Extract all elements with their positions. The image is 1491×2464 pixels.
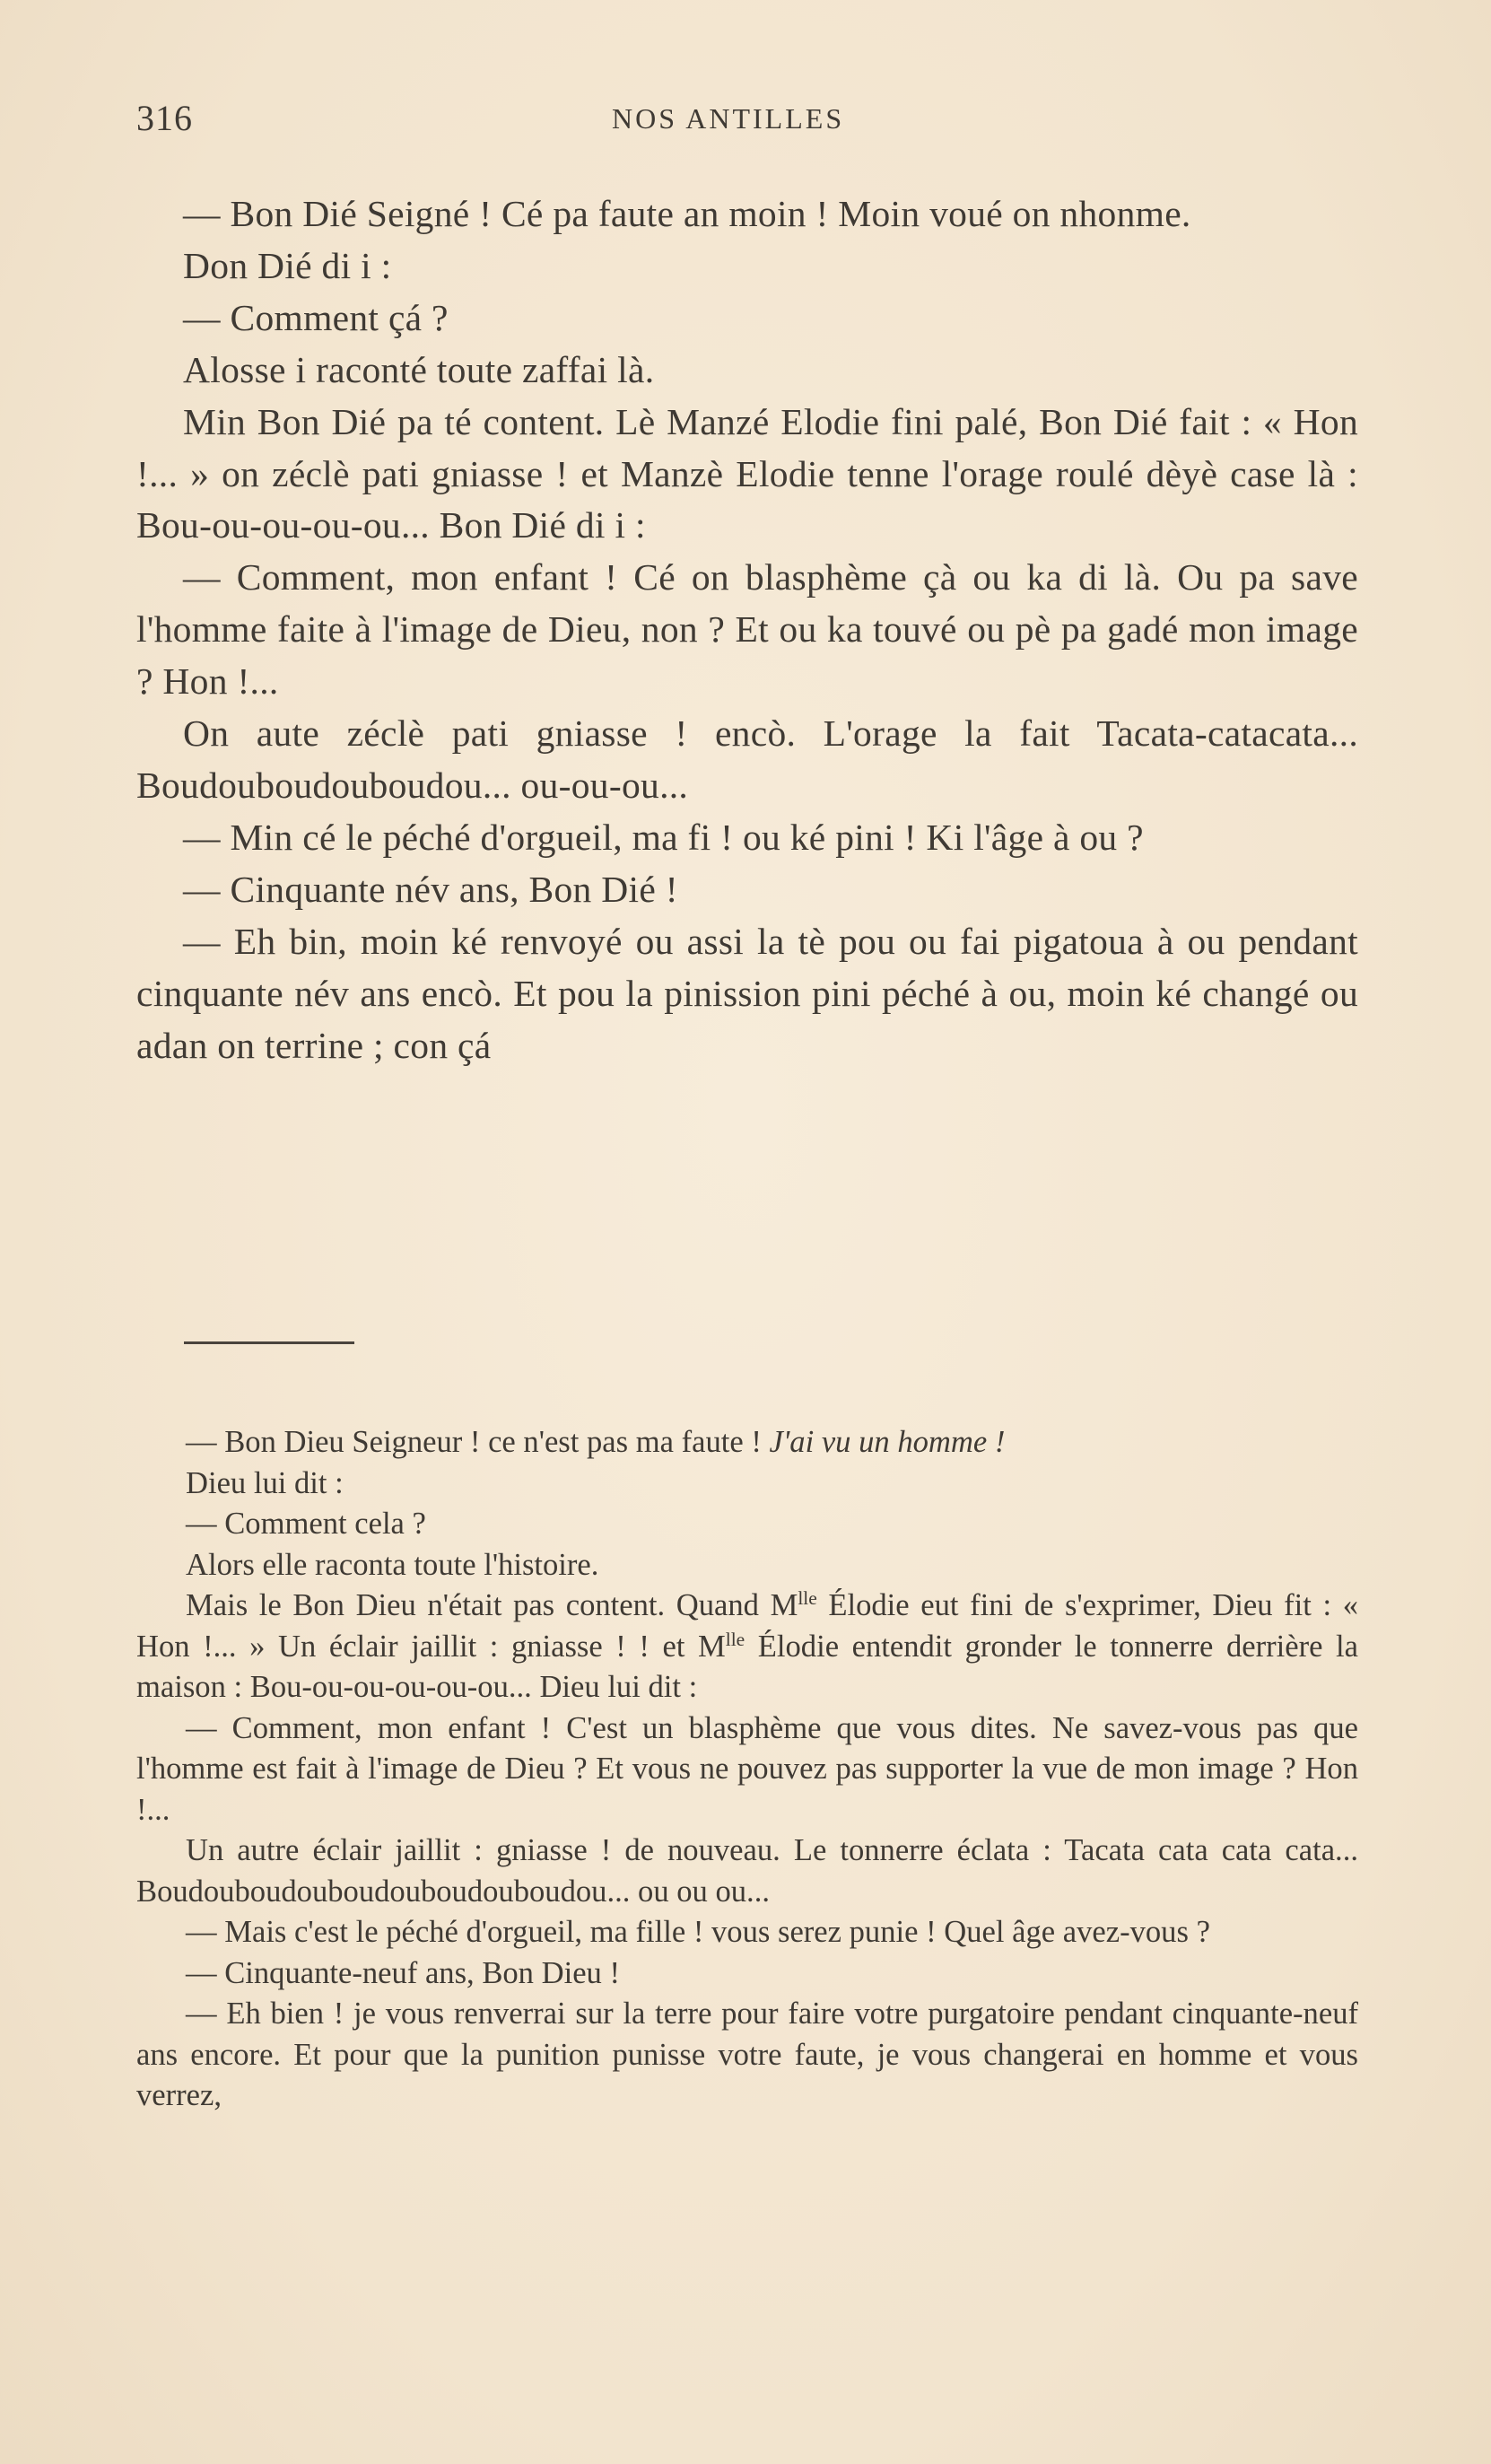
superscript-abbreviation: lle <box>725 1628 746 1650</box>
footnote-text: Élodie entendit gronder le tonnerre derrière la maison : Bou-ou-ou-ou-ou-ou... Dieu lui dit : <box>136 1629 1358 1704</box>
main-paragraph: — Comment, mon enfant ! Cé on blasphème çà ou ka di là. Ou pa save l'homme faite à l'image de Dieu, non ? Et ou ka touvé ou pè pa gadé mon image ? Hon !... <box>136 556 1358 703</box>
main-paragraph: Don Dié di i : <box>183 244 392 286</box>
footnote-paragraph: Dieu lui dit : <box>186 1465 344 1500</box>
main-paragraph: — Eh bin, moin ké renvoyé ou assi la tè pou ou fai pigatoua à ou pendant cinquante név ans encò. Et pou la pinission pini péché à ou, moin ké changé ou adan on terrine ; con çá <box>136 920 1358 1066</box>
footnote-text: Mais le Bon Dieu n'était pas content. Quand M <box>186 1588 798 1622</box>
footnote-italic-text: J'ai vu un homme ! <box>769 1425 1006 1459</box>
page-header <box>136 97 1356 151</box>
footnote-paragraph: Alors elle raconta toute l'histoire. <box>186 1547 599 1582</box>
footnote-paragraph <box>136 1586 1358 1708</box>
main-paragraph: — Min cé le péché d'orgueil, ma fi ! ou ké pini ! Ki l'âge à ou ? <box>183 816 1144 858</box>
running-title: NOS ANTILLES <box>612 102 845 135</box>
superscript-abbreviation: lle <box>798 1587 817 1610</box>
footnote-translation <box>136 1422 1358 2117</box>
footnote-paragraph: — Mais c'est le péché d'orgueil, ma fille ! vous serez punie ! Quel âge avez-vous ? <box>186 1915 1210 1949</box>
footnote-divider <box>184 1341 354 1344</box>
footnote-text: Élodie eut fini de s'exprimer, Dieu fit : « Hon !... » Un éclair jaillit : gniasse ! ! et M <box>136 1588 1358 1664</box>
footnote-paragraph: Un autre éclair jaillit : gniasse ! de nouveau. Le tonnerre éclata : Tacata cata cata cata... Boudouboudouboudouboudouboudou... ou ou ou... <box>136 1833 1358 1909</box>
main-paragraph: Alosse i raconté toute zaffai là. <box>183 348 655 390</box>
footnote-text: — Bon Dieu Seigneur ! ce n'est pas ma faute ! <box>186 1425 770 1459</box>
main-paragraph: — Comment çá ? <box>183 296 449 338</box>
main-paragraph: — Bon Dié Seigné ! Cé pa faute an moin ! Moin voué on nhonme. <box>183 193 1191 234</box>
footnote-paragraph: — Cinquante-neuf ans, Bon Dieu ! <box>186 1955 620 1990</box>
main-paragraph: — Cinquante név ans, Bon Dié ! <box>183 868 678 910</box>
page-number: 316 <box>136 98 193 138</box>
footnote-paragraph: — Comment cela ? <box>186 1507 426 1541</box>
footnote-paragraph: — Eh bien ! je vous renverrai sur la terre pour faire votre purgatoire pendant cinquante-neuf ans encore. Et pour que la punition punisse votre faute, je vous changerai en homme et vous verrez, <box>136 1997 1358 2112</box>
main-paragraph: On aute zéclè pati gniasse ! encò. L'orage la fait Tacata-catacata... Boudouboudouboudou... ou-ou-ou... <box>136 712 1358 806</box>
main-paragraph: Min Bon Dié pa té content. Lè Manzé Elodie fini palé, Bon Dié fait : « Hon !... » on zéclè pati gniasse ! et Manzè Elodie tenne l'orage roulé dèyè case là : Bou-ou-ou-ou-ou... Bon Dié di i : <box>136 400 1358 546</box>
footnote-paragraph <box>136 1422 1358 1464</box>
footnote-paragraph: — Comment, mon enfant ! C'est un blasphème que vous dites. Ne savez-vous pas que l'homme est fait à l'image de Dieu ? Et vous ne pouvez pas supporter la vue de mon image ? Hon !... <box>136 1710 1358 1827</box>
main-text <box>136 188 1358 1071</box>
